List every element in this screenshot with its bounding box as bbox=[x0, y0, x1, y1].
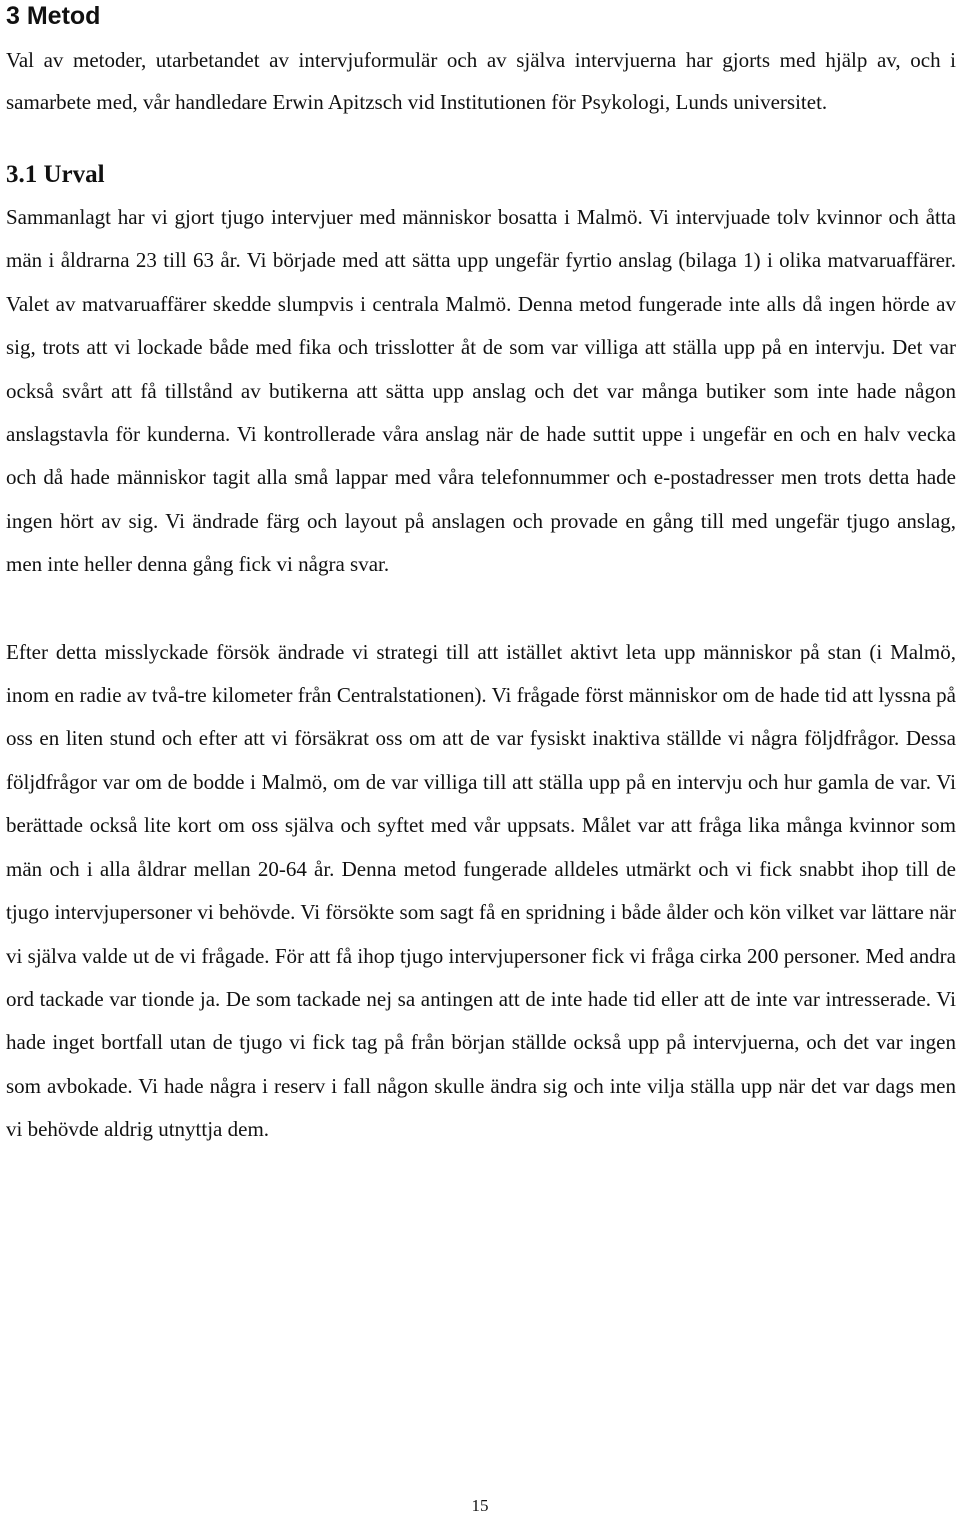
page-number: 15 bbox=[471, 1496, 489, 1515]
document-page bbox=[6, 0, 956, 1152]
intro-paragraph: Val av metoder, utarbetandet av intervjuformulär och av själva intervjuerna har gjorts med hjälp av, och i samarbete med, vår handledare Erwin Apitzsch vid Institutionen för Psykologi, Lunds universitet. bbox=[6, 48, 956, 114]
chapter-heading: 3 Metod bbox=[6, 2, 101, 30]
body-paragraph-urval-2: Efter detta misslyckade försök ändrade vi strategi till att istället aktivt leta upp människor på stan (i Malmö, inom en radie av två-tre kilometer från Centralstationen). Vi frågade först människor om de hade tid att lyssna på oss en liten stund och efter att vi försäkrat oss om att de var fysiskt inaktiva ställde vi några följdfrågor. Dessa följdfrågor var om de bodde i Malmö, om de var villiga till att ställa upp på en intervju och hur gamla de var. Vi berättade också lite kort om oss själva och syftet med vår uppsats. Målet var att fråga lika många kvinnor som män och i alla åldrar mellan 20-64 år. Denna metod fungerade alldeles utmärkt och vi fick snabbt ihop till de tjugo intervjupersoner vi behövde. Vi försökte som sagt få en spridning i både ålder och kön vilket var lättare när vi själva valde ut de vi frågade. För att få ihop tjugo intervjupersoner fick vi fråga cirka 200 personer. Med andra ord tackade var tionde ja. De som tackade nej sa antingen att de inte hade tid eller att de inte var intresserade. Vi hade inget bortfall utan de tjugo vi fick tag på från början ställde också upp på intervjuerna, och det var ingen som avbokade. Vi hade några i reserv i fall någon skulle ändra sig och inte vilja ställa upp när det var dags men vi behövde aldrig utnyttja dem. bbox=[6, 639, 956, 1142]
body-paragraph-urval-1: Sammanlagt har vi gjort tjugo intervjuer med människor bosatta i Malmö. Vi intervjuade tolv kvinnor och åtta män i åldrarna 23 till 63 år. Vi började med att sätta upp ungefär fyrtio anslag (bilaga 1) i olika matvaruaffärer. Valet av matvaruaffärer skedde slumpvis i centrala Malmö. Denna metod fungerade inte alls då ingen hörde av sig, trots att vi lockade både med fika och trisslotter åt de som var villiga att ställa upp på en intervju. Det var också svårt att få tillstånd av butikerna att sätta upp anslag och det var många butiker som inte hade någon anslagstavla för kunderna. Vi kontrollerade våra anslag när de hade suttit uppe i ungefär en och en halv vecka och då hade människor tagit alla små lappar med våra telefonnummer och e-postadresser men trots detta hade ingen hört av sig. Vi ändrade färg och layout på anslagen och provade en gång till med ungefär tjugo anslag, men inte heller denna gång fick vi några svar. bbox=[6, 205, 956, 577]
section-heading: 3.1 Urval bbox=[6, 161, 105, 188]
